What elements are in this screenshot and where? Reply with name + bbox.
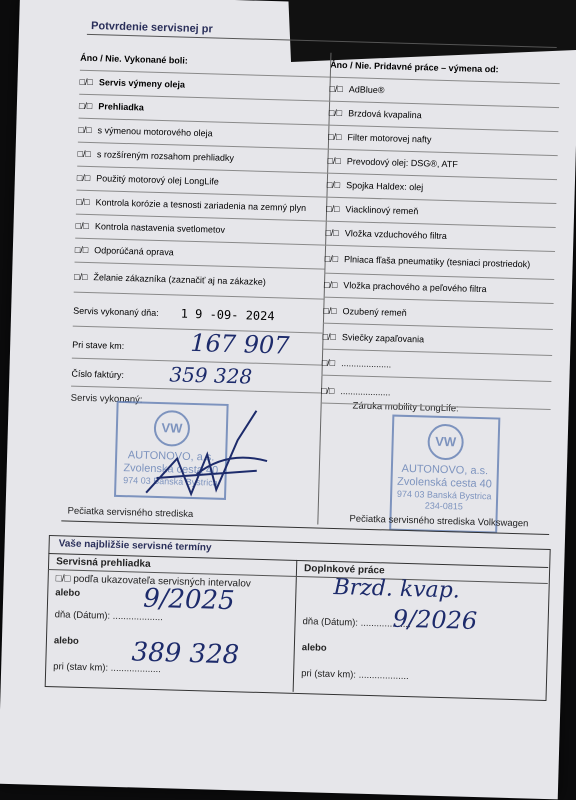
indicator-label: □/□ podľa ukazovateľa servisných intervalov <box>55 573 251 590</box>
document-title: Potvrdenie servisnej pr <box>90 20 213 36</box>
checklist-label: Servis výmeny oleja <box>98 77 186 90</box>
checkbox-mark[interactable]: □/□ <box>323 279 338 290</box>
checklist-label: Brzdová kvapalina <box>348 108 422 121</box>
right-date-handwritten: 9/2026 <box>392 604 478 636</box>
right-checklist-item <box>321 351 552 382</box>
checklist-label: Vložka vzduchového filtra <box>344 228 447 242</box>
alebo-label-3: alebo <box>301 642 327 654</box>
vw-logo-icon: VW <box>153 410 190 447</box>
left-stamp-caption: Pečiatka servisného strediska <box>67 505 194 521</box>
checkbox-mark[interactable]: □/□ <box>76 172 91 184</box>
checklist-label: .................... <box>340 386 391 398</box>
alebo-label-2: alebo <box>53 635 79 647</box>
checkbox-mark[interactable]: □/□ <box>323 305 337 316</box>
invoice-handwritten: 359 328 <box>169 362 253 389</box>
checklist-label: Želanie zákazníka (zaznačiť aj na zákazke) <box>93 272 267 287</box>
servis-date-row <box>73 296 324 334</box>
checkbox-mark[interactable]: □/□ <box>328 107 343 119</box>
km-handwritten: 167 907 <box>189 328 290 360</box>
checklist-label: .................... <box>341 358 392 370</box>
km-label: Pri stave km: <box>72 339 125 352</box>
checklist-label: Sviečky zapaľovania <box>341 332 425 345</box>
vw-logo-icon: VW <box>427 424 464 461</box>
servis-performed-label: Servis vykonaný: <box>70 392 143 406</box>
checklist-label: s rozšíreným rozsahom prehliadky <box>96 149 235 164</box>
left-km-handwritten: 389 328 <box>131 637 240 671</box>
stamp-line3: 974 03 Banská Bystrica <box>396 489 492 502</box>
checklist-label: Kontrola nastavenia svetlometov <box>94 221 226 235</box>
left-km-label: pri (stav km): ................... <box>53 661 162 676</box>
checkbox-mark[interactable]: □/□ <box>73 271 88 282</box>
checkbox-mark[interactable]: □/□ <box>76 196 90 208</box>
checkbox-mark[interactable]: □/□ <box>329 83 343 95</box>
alebo-label-1: alebo <box>55 587 81 599</box>
checkbox-mark[interactable]: □/□ <box>325 227 339 238</box>
checklist-label: Vložka prachového a peľového filtra <box>343 280 487 295</box>
checkbox-mark[interactable]: □/□ <box>78 100 93 112</box>
checkbox-mark[interactable]: □/□ <box>75 220 90 232</box>
servis-date-value: 1 9 -09- 2024 <box>180 306 275 324</box>
right-stamp-caption: Pečiatka servisného strediska Volkswagen <box>349 513 529 530</box>
checkbox-mark[interactable]: □/□ <box>327 131 342 143</box>
next-services-title: Vaše najbližšie servisné termíny <box>58 538 212 554</box>
left-header: Áno / Nie. Vykonané boli: <box>80 52 189 66</box>
additional-work-head: Doplnkové práce <box>303 563 385 577</box>
checkbox-mark[interactable]: □/□ <box>78 124 92 136</box>
checklist-label: AdBlue® <box>348 84 385 96</box>
stamp-line1: AUTONOVO, a.s. <box>401 462 489 478</box>
checklist-label: Prevodový olej: DSG®, ATF <box>346 156 458 170</box>
stamp-line2: Zvolenská cesta 40 <box>396 475 493 491</box>
service-inspection-head: Servisná prehliadka <box>56 556 151 570</box>
right-note-handwritten: Brzd. kvap. <box>333 574 461 604</box>
checkbox-mark[interactable]: □/□ <box>327 155 341 167</box>
left-checklist-item <box>74 262 325 300</box>
checkbox-mark[interactable]: □/□ <box>324 253 339 264</box>
checkbox-mark[interactable]: □/□ <box>321 357 336 368</box>
checklist-label: s výmenou motorového oleja <box>97 125 213 139</box>
checkbox-mark: □/□ <box>55 573 71 585</box>
checkbox-mark[interactable]: □/□ <box>74 244 89 256</box>
checklist-label: Kontrola korózie a tesnosti zariadenia na zemný plyn <box>95 197 307 214</box>
checklist-label: Použitý motorový olej LongLife <box>96 173 219 187</box>
checklist-label: Plniaca fľaša pneumatiky (tesniaci prostriedok) <box>343 254 531 270</box>
checkbox-mark[interactable]: □/□ <box>79 76 94 88</box>
stamp-line3: 974 03 Banská Bystrica <box>123 475 218 489</box>
stamp-line4: 234-0815 <box>424 500 464 512</box>
checkbox-mark[interactable]: □/□ <box>320 385 335 396</box>
checklist-label: Odporúčaná oprava <box>94 245 174 258</box>
mobility-warranty-label: Záruka mobility LongLife: <box>352 400 459 415</box>
right-km-label: pri (stav km): ................... <box>300 668 409 683</box>
left-date-label: dňa (Dátum): ................... <box>54 609 164 624</box>
stamp-line1: AUTONOVO, a.s. <box>127 449 215 464</box>
checkbox-mark[interactable]: □/□ <box>322 331 337 342</box>
servis-date-label: Servis vykonaný dňa: <box>73 305 159 318</box>
checkbox-mark[interactable]: □/□ <box>326 179 341 191</box>
invoice-label: Číslo faktúry: <box>71 368 125 381</box>
stamp-line2: Zvolenská cesta 40 <box>123 462 219 477</box>
checkbox-mark[interactable]: □/□ <box>325 203 340 215</box>
right-header: Áno / Nie. Pridavné práce – výmena od: <box>330 59 499 75</box>
checklist-label: Viacklinový remeň <box>345 204 419 217</box>
right-date-label: dňa (Dátum): ................... <box>302 616 411 631</box>
left-date-handwritten: 9/2025 <box>142 583 236 617</box>
checklist-label: Ozubený remeň <box>342 306 407 318</box>
handwritten-signature <box>136 397 279 511</box>
checklist-label: Prehliadka <box>98 101 144 113</box>
checklist-label: Spojka Haldex: olej <box>346 180 424 193</box>
checklist-label: Filter motorovej nafty <box>347 132 432 145</box>
checkbox-mark[interactable]: □/□ <box>77 148 92 160</box>
